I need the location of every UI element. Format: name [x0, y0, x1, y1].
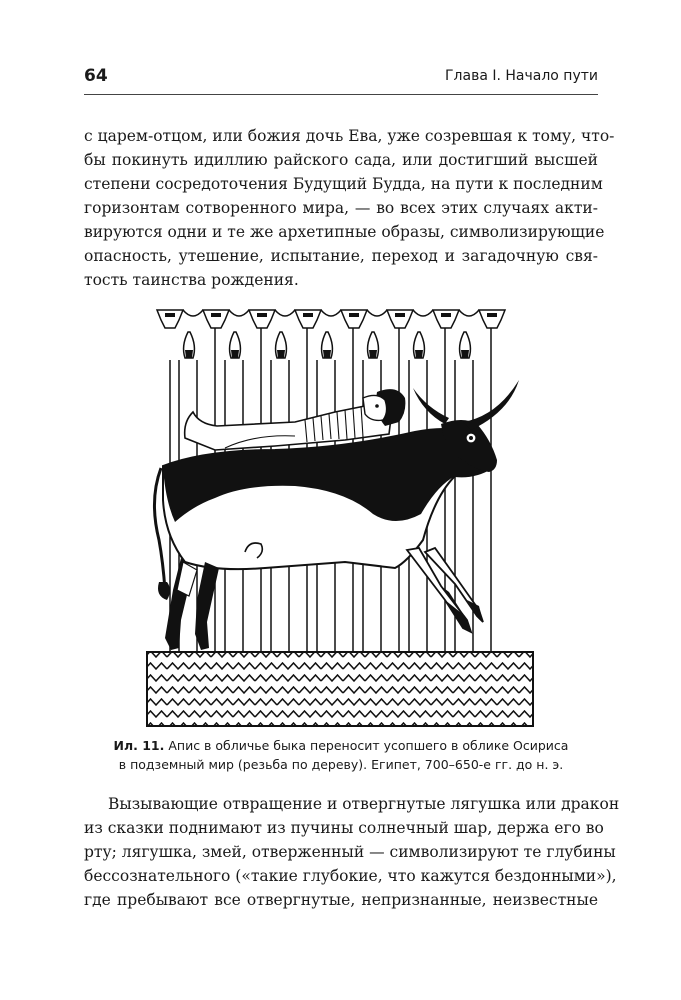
chapter-title: Глава I. Начало пути [445, 68, 598, 84]
text-line: из сказки поднимают из пучины солнечный шар, держа его во [84, 819, 604, 837]
zigzag-base [147, 652, 533, 726]
text-line: тость таинства рождения. [84, 271, 299, 289]
lotus-flowers [157, 310, 505, 328]
page-header [84, 66, 598, 95]
text-line: горизонтам сотворенного мира, — во всех этих случаях акти- [84, 199, 598, 217]
text-line: вируются одни и те же архетипные образы, символизирующие [84, 223, 605, 241]
text-line: опасность, утешение, испытание, переход и загадочную свя- [84, 247, 598, 265]
caption-label: Ил. 11. [113, 738, 165, 753]
text-line: бы покинуть идиллию райского сада, или достигший высшей [84, 151, 598, 169]
paragraph-1 [84, 124, 615, 292]
lotus-bud-tips [185, 350, 469, 358]
text-line: где пребывают все отвергнутые, непризнанные, неизвестные [84, 891, 598, 909]
caption-text-line1: Апис в обличье быка переносит усопшего в облике Осириса [164, 738, 569, 753]
apis-bull-illustration [145, 300, 535, 730]
text-line: степени сосредоточения Будущий Будда, на пути к последним [84, 175, 603, 193]
caption-text-line2: в подземный мир (резьба по дереву). Египет, 700–650-е гг. до н. э. [118, 757, 564, 772]
text-line: Вызывающие отвращение и отвергнутые лягушка или дракон [108, 795, 620, 813]
page-number: 64 [84, 66, 108, 86]
text-line: с царем-отцом, или божия дочь Ева, уже созревшая к тому, что- [84, 127, 615, 145]
figure-caption [84, 736, 598, 774]
text-line: рту; лягушка, змей, отверженный — символизируют те глубины [84, 843, 616, 861]
paragraph-2 [84, 792, 620, 912]
text-line: бессознательного («такие глубокие, что кажутся бездонными»), [84, 867, 617, 885]
